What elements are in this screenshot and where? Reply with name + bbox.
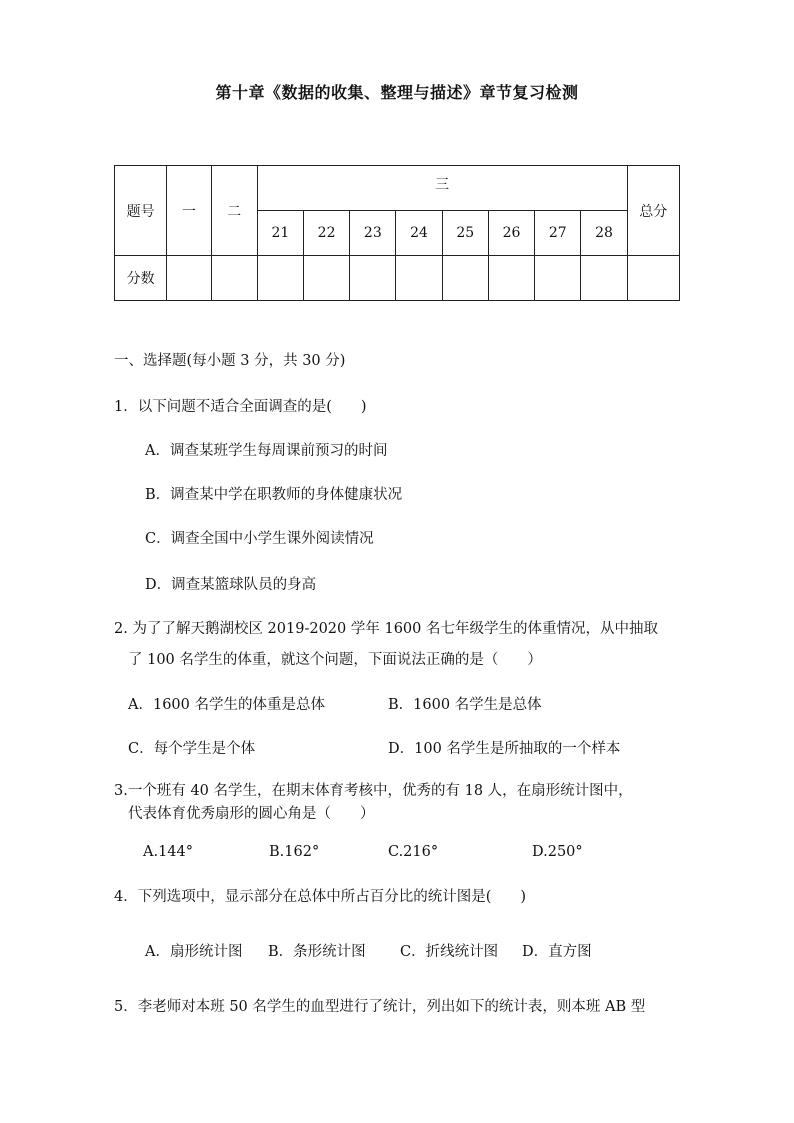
question-2-option-d[interactable]: D．100 名学生是所抽取的一个样本 [388,741,621,757]
question-4-option-b[interactable]: B．条形统计图 [268,944,366,960]
page-title: 第十章《数据的收集、整理与描述》章节复习检测 [215,83,579,102]
score-table-total: 总分 [627,166,679,256]
score-cell[interactable] [303,256,349,301]
score-table-part2: 二 [211,166,257,256]
score-table-subq: 25 [442,211,488,256]
section-heading: 一、选择题(每小题 3 分，共 30 分) [114,353,346,369]
score-table-subq: 21 [257,211,303,256]
question-1-option-c[interactable]: C．调查全国中小学生课外阅读情况 [145,531,374,547]
question-4-option-c[interactable]: C．折线统计图 [400,944,499,960]
question-1-option-b[interactable]: B．调查某中学在职教师的身体健康状况 [145,487,403,503]
score-table [114,165,680,301]
question-2-option-b[interactable]: B．1600 名学生是总体 [388,697,542,713]
score-table-part3: 三 [257,166,627,211]
question-1-option-a[interactable]: A．调查某班学生每周课前预习的时间 [145,443,388,459]
question-4-stem: 4．下列选项中，显示部分在总体中所占百分比的统计图是( ) [114,889,527,905]
question-2-stem-line1: 2. 为了了解天鹅湖校区 2019-2020 学年 1600 名七年级学生的体重情况，从中抽取 [114,621,658,637]
score-table-subq: 27 [535,211,581,256]
score-cell[interactable] [581,256,627,301]
score-cell[interactable] [396,256,442,301]
question-2-option-c[interactable]: C．每个学生是个体 [128,741,256,757]
question-3-option-d[interactable]: D.250° [532,844,583,860]
score-cell[interactable] [257,256,303,301]
question-1-option-d[interactable]: D．调查某篮球队员的身高 [145,577,317,593]
question-3-option-b[interactable]: B.162° [269,844,320,860]
question-4-option-d[interactable]: D．直方图 [522,944,592,960]
question-1-stem: 1．以下问题不适合全面调查的是( ) [114,399,367,415]
question-4-option-a[interactable]: A．扇形统计图 [145,944,243,960]
score-cell[interactable] [535,256,581,301]
score-table-subq: 26 [488,211,534,256]
question-3-stem-line2: 代表体育优秀扇形的圆心角是（ ） [128,806,375,822]
question-2-stem-line2: 了 100 名学生的体重，就这个问题，下面说法正确的是（ ） [128,652,542,668]
score-table-subq: 24 [396,211,442,256]
score-table-header-label: 题号 [115,166,167,256]
score-cell[interactable] [350,256,396,301]
score-table-part1: 一 [167,166,211,256]
score-cell[interactable] [627,256,679,301]
question-2-option-a[interactable]: A．1600 名学生的体重是总体 [128,697,325,713]
score-table-score-label: 分数 [115,256,167,301]
question-3-stem-line1: 3.一个班有 40 名学生，在期末体育考核中，优秀的有 18 人，在扇形统计图中， [114,783,633,799]
question-5-stem-line1: 5．李老师对本班 50 名学生的血型进行了统计，列出如下的统计表，则本班 AB 型 [114,999,646,1015]
score-table-subq: 22 [303,211,349,256]
question-3-option-c[interactable]: C.216° [388,844,439,860]
question-3-option-a[interactable]: A.144° [143,844,194,860]
score-cell[interactable] [488,256,534,301]
score-cell[interactable] [442,256,488,301]
score-cell[interactable] [167,256,211,301]
score-cell[interactable] [211,256,257,301]
score-table-subq: 28 [581,211,627,256]
score-table-subq: 23 [350,211,396,256]
